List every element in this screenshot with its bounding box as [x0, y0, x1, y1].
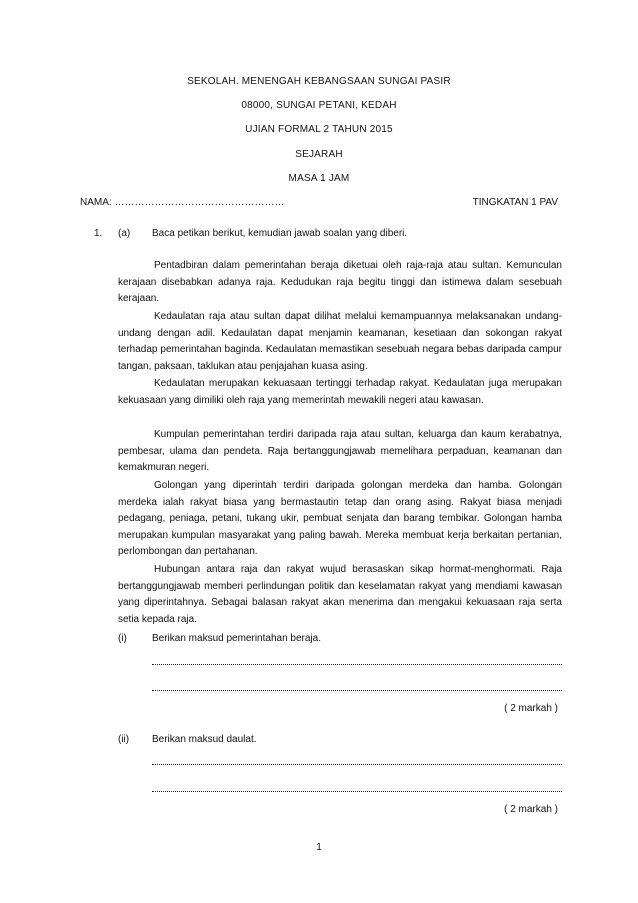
subquestion-label: (ii) [118, 734, 130, 745]
school-address: 08000, SUNGAI PETANI, KEDAH [241, 100, 397, 111]
exam-title: UJIAN FORMAL 2 TAHUN 2015 [245, 124, 393, 135]
passage-paragraph: Golongan yang diperintah terdiri daripada golongan merdeka dan hamba. Golongan merdeka ialah rakyat biasa yang bermastautin tetap dan orang asing. Rakyat biasa menjadi pedagang, peniaga, petani, tukang ukir, pembuat senjata dan barang tembikar. Golongan hamba merupakan kumpulan masyarakat yang paling bawah. Mereka membuat kerja berkaitan pertanian, perlombongan dan pertahanan. [118, 480, 562, 557]
school-name: SEKOLAH. MENENGAH KEBANGSAAN SUNGAI PASIR [187, 76, 451, 87]
subquestion-label: (i) [118, 633, 127, 644]
subquestion-text: Berikan maksud daulat. [152, 734, 257, 745]
answer-line[interactable] [152, 686, 562, 691]
student-name-field: NAMA: …………………………………………… [80, 197, 285, 208]
answer-line[interactable] [152, 787, 562, 792]
subquestion-text: Berikan maksud pemerintahan beraja. [152, 633, 321, 644]
exam-duration: MASA 1 JAM [288, 173, 350, 184]
passage-paragraph: Kedaulatan raja atau sultan dapat dilihat melalui kemampuannya melaksanakan undang-undang dengan adil. Kedaulatan dapat menjamin keamanan, kesetiaan dan sokongan rakyat terhadap pemerintahan baginda. Kedaulatan memastikan sesebuah negara bebas daripada campur tangan, paksaan, taklukan atau penjajahan kuasa asing. [118, 311, 562, 372]
passage-paragraph: Hubungan antara raja dan rakyat wujud berasaskan sikap hormat-menghormati. Raja bertanggungjawab memberi perlindungan politik dan keselamatan rakyat yang mendiami kawasan yang diperintahnya. Sebagai balasan rakyat akan menerima dan mengakui kekuasaan raja serta setia kepada raja. [118, 564, 562, 625]
question-number: 1. [94, 228, 103, 239]
question-instruction: Baca petikan berikut, kemudian jawab soalan yang diberi. [152, 228, 408, 239]
passage-paragraph: Kumpulan pemerintahan terdiri daripada raja atau sultan, keluarga dan kaum kerabatnya, pembesar, ulama dan pendeta. Raja bertanggungjawab memelihara perpaduan, keamanan dan kemakmuran negeri. [118, 429, 562, 473]
passage-paragraph: Kedaulatan merupakan kekuasaan tertinggi terhadap rakyat. Kedaulatan juga merupakan kekuasaan yang dimiliki oleh raja yang memerintah mewakili negeri atau kawasan. [118, 378, 562, 406]
marks-label: ( 2 markah ) [504, 703, 558, 714]
passage-paragraph: Pentadbiran dalam pemerintahan beraja diketuai oleh raja-raja atau sultan. Kemunculan kerajaan disebabkan adanya raja. Kedudukan raja begitu tinggi dan istimewa dalam sesebuah kerajaan. [118, 260, 562, 304]
subject-title: SEJARAH [295, 149, 343, 160]
question-part: (a) [118, 228, 131, 239]
answer-line[interactable] [152, 760, 562, 765]
class-label: TINGKATAN 1 PAV [472, 197, 558, 208]
page-number: 1 [316, 842, 322, 853]
marks-label: ( 2 markah ) [504, 804, 558, 815]
answer-line[interactable] [152, 660, 562, 665]
